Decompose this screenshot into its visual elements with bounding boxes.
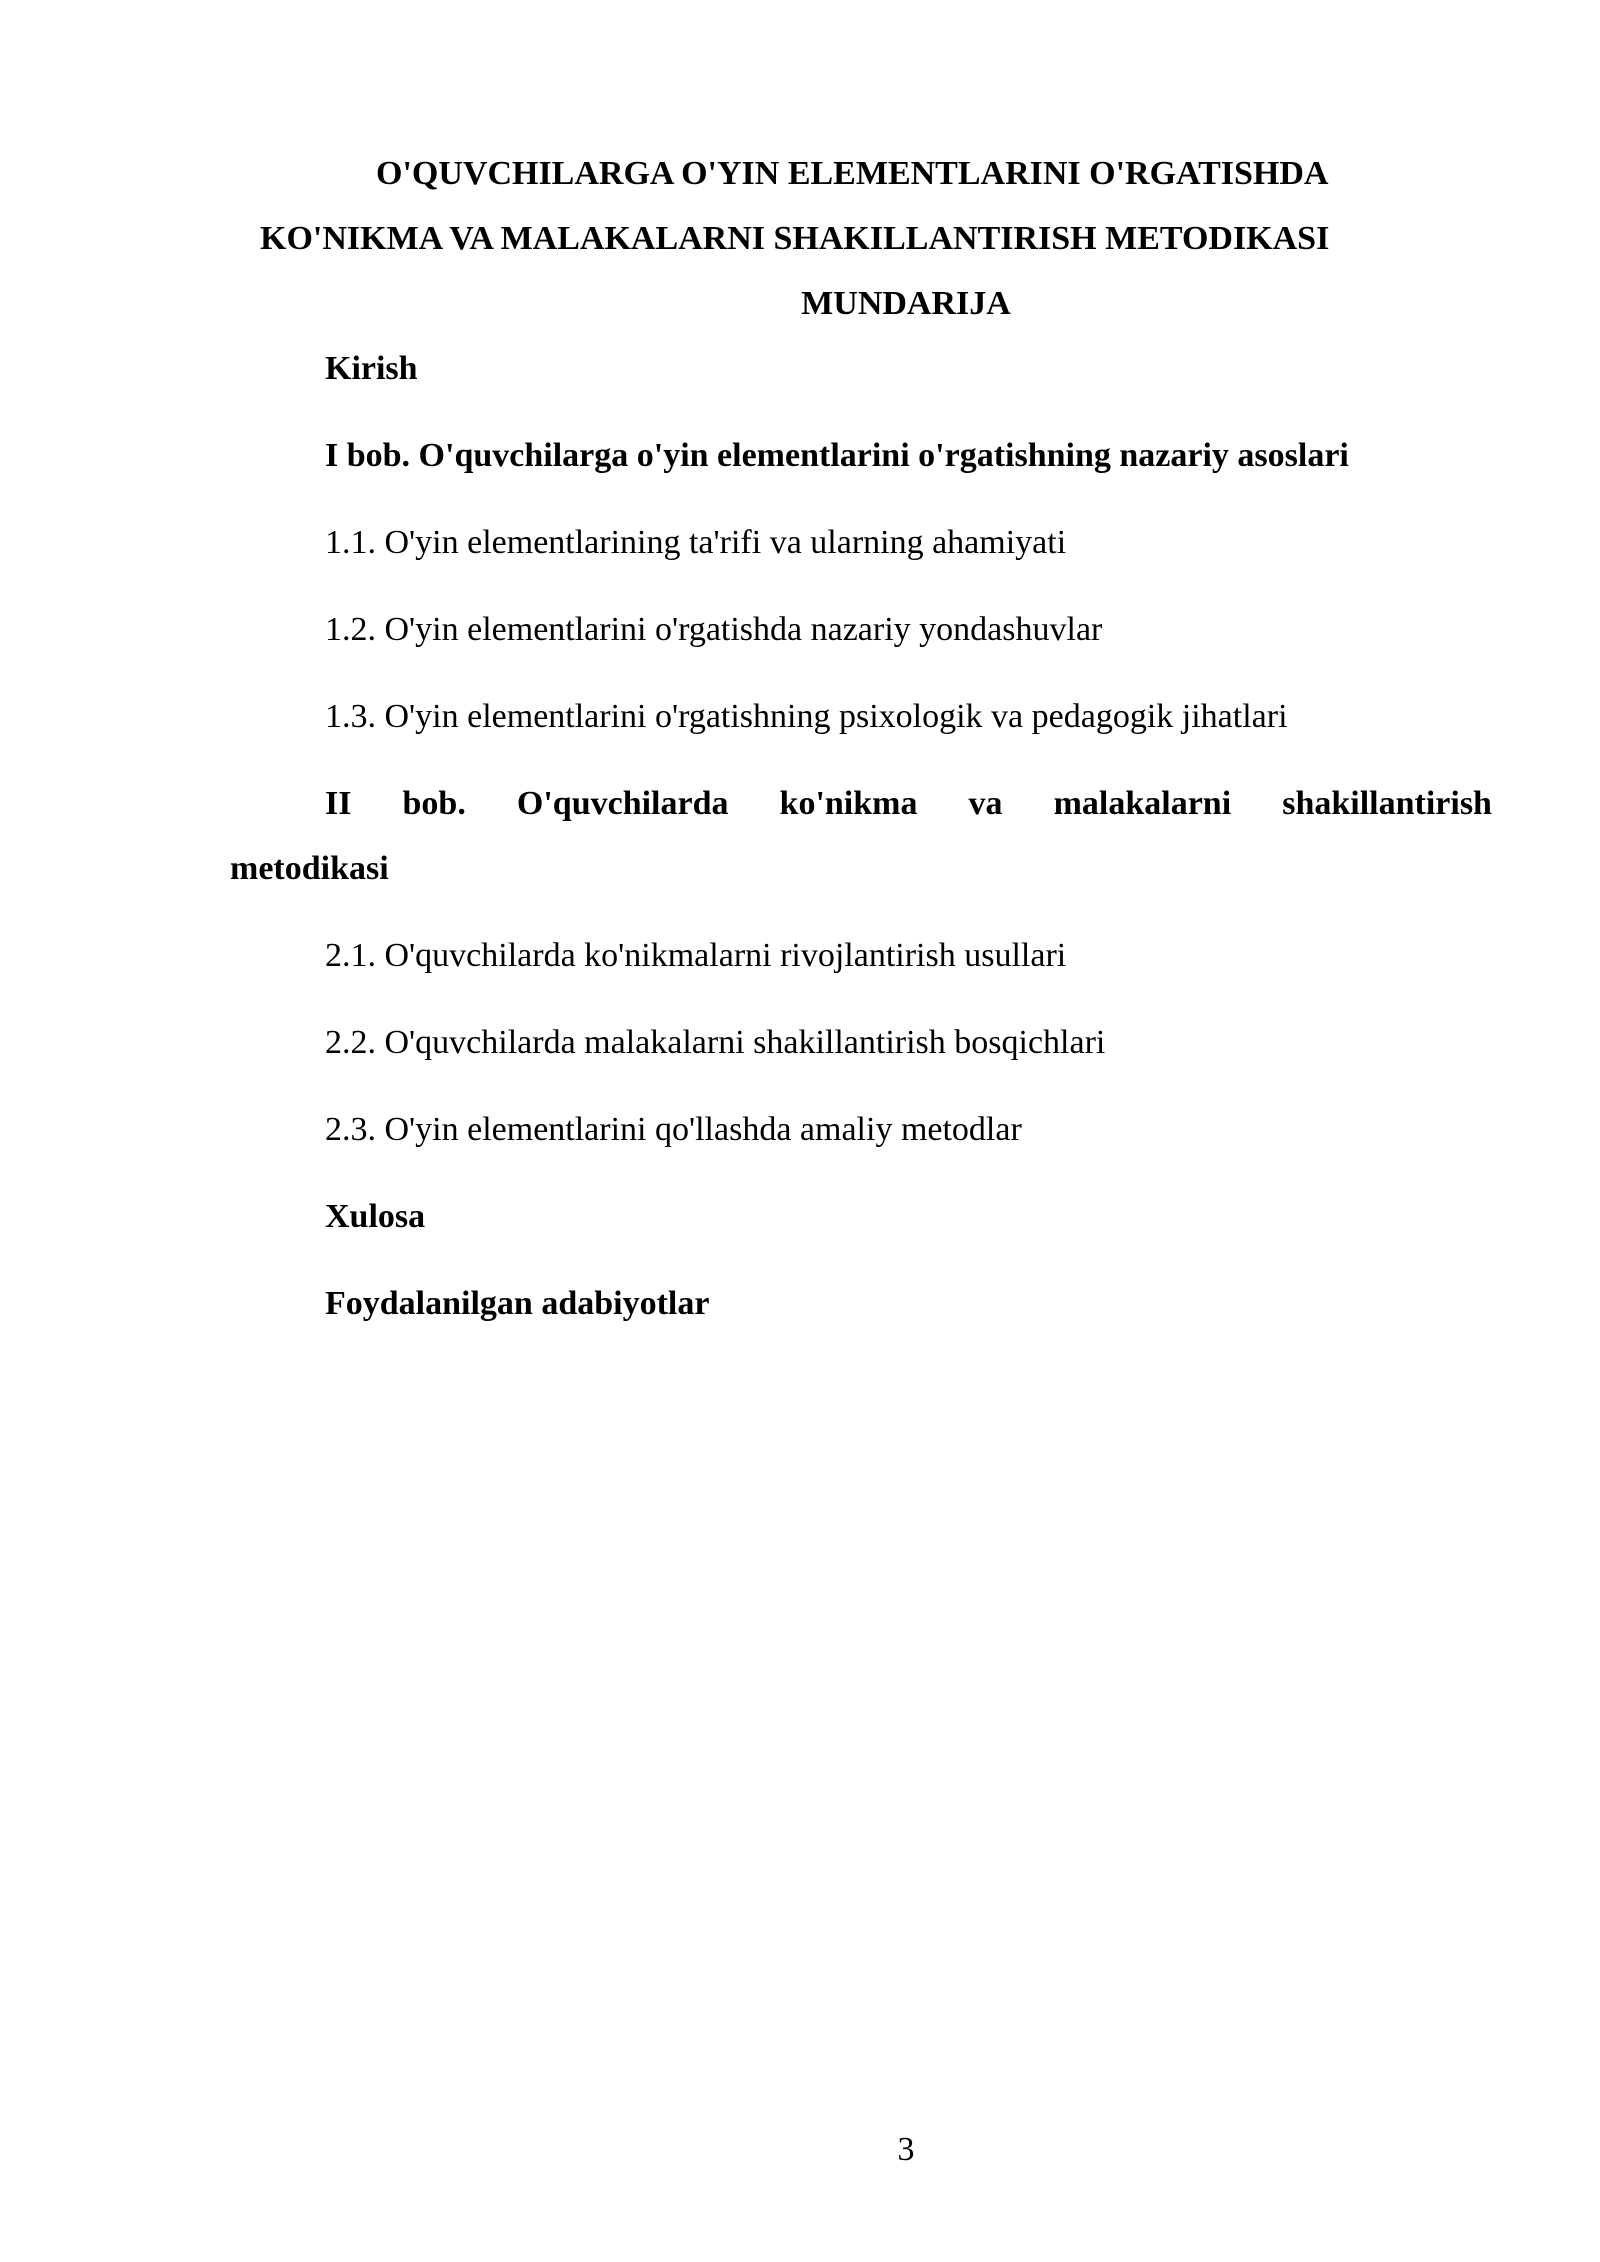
toc-entry-section-2-1: 2.1. O'quvchilarda ko'nikmalarni rivojlantirish usullari — [325, 937, 1067, 974]
toc-entry-section-1-3: 1.3. O'yin elementlarini o'rgatishning psixologik va pedagogik jihatlari — [325, 698, 1288, 735]
toc-entry-section-1-1: 1.1. O'yin elementlarining ta'rifi va ularning ahamiyati — [325, 524, 1067, 561]
toc-chapter-2-word: va — [968, 785, 1003, 822]
toc-entry-section-2-3: 2.3. O'yin elementlarini qo'llashda amaliy metodlar — [325, 1111, 1022, 1148]
toc-entry-introduction: Kirish — [325, 350, 418, 387]
toc-entry-chapter-1: I bob. O'quvchilarga o'yin elementlarini o'rgatishning nazariy asoslari — [325, 437, 1349, 474]
toc-entry-chapter-2 — [325, 784, 1492, 824]
toc-chapter-2-word: bob. — [402, 785, 466, 822]
document-title-line-1: O'QUVCHILARGA O'YIN ELEMENTLARINI O'RGATISHDA — [376, 155, 1329, 192]
toc-entry-section-2-2: 2.2. O'quvchilarda malakalarni shakillantirish bosqichlari — [325, 1024, 1106, 1061]
toc-entry-section-1-2: 1.2. O'yin elementlarini o'rgatishda nazariy yondashuvlar — [325, 611, 1103, 648]
toc-chapter-2-word: shakillantirish — [1282, 785, 1492, 822]
document-title-line-2: KO'NIKMA VA MALAKALARNI SHAKILLANTIRISH METODIKASI — [260, 220, 1330, 257]
toc-chapter-2-word: O'quvchilarda — [516, 785, 729, 822]
toc-chapter-2-word: ko'nikma — [779, 785, 918, 822]
toc-chapter-2-word: malakalarni — [1053, 785, 1232, 822]
page-number: 3 — [897, 2131, 915, 2168]
toc-chapter-2-word: II — [325, 785, 352, 822]
toc-heading: MUNDARIJA — [801, 285, 1011, 322]
toc-entry-chapter-2-continuation: metodikasi — [230, 850, 389, 887]
toc-entry-conclusion: Xulosa — [325, 1198, 426, 1235]
toc-entry-references: Foydalanilgan adabiyotlar — [325, 1285, 710, 1322]
